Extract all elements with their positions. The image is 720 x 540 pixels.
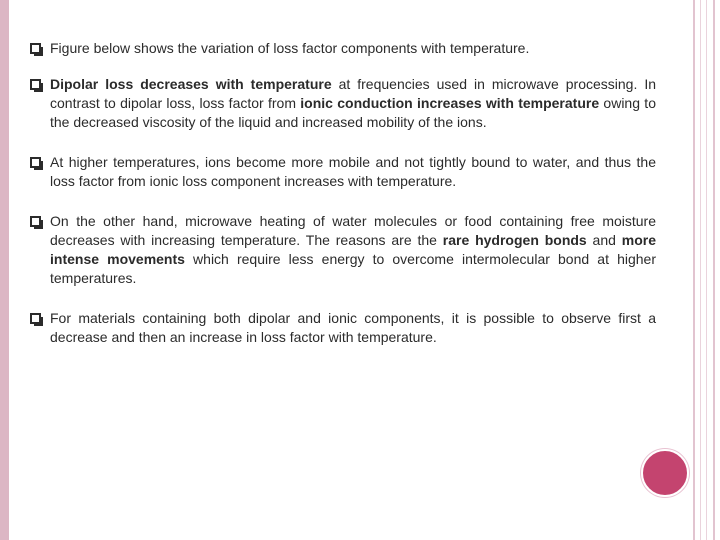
- circle-decoration: [641, 449, 689, 497]
- bullet-item: [30, 39, 656, 58]
- bullet-item: [30, 153, 656, 191]
- right-border-line: [706, 0, 707, 540]
- bullet-text: Figure below shows the variation of loss factor components with temperature.: [50, 40, 530, 56]
- checkbox-square-icon: [30, 313, 41, 324]
- right-border-line: [693, 0, 695, 540]
- right-border-line: [700, 0, 701, 540]
- bullet-item: [30, 75, 656, 132]
- bullet-text: For materials containing both dipolar and ionic components, it is possible to observe first a decrease and then an increase in loss factor with temperature.: [50, 310, 656, 345]
- right-border-line: [713, 0, 715, 540]
- checkbox-square-icon: [30, 79, 41, 90]
- left-border-decoration: [0, 0, 9, 540]
- checkbox-square-icon: [30, 157, 41, 168]
- bullet-text: At higher temperatures, ions become more mobile and not tightly bound to water, and thus the loss factor from ionic loss component increases with temperature.: [50, 154, 656, 189]
- checkbox-square-icon: [30, 216, 41, 227]
- bullet-item: [30, 212, 656, 288]
- bullet-item: [30, 309, 656, 347]
- bullet-text: Dipolar loss decreases with temperature at frequencies used in microwave processing. In contrast to dipolar loss, loss factor from ionic conduction increases with temperature owing to the decreased viscosity of the liquid and increased mobility of the ions.: [50, 76, 656, 130]
- bullet-text: On the other hand, microwave heating of water molecules or food containing free moisture decreases with increasing temperature. The reasons are the rare hydrogen bonds and more intense movements which require less energy to overcome intermolecular bond at higher temperatures.: [50, 213, 656, 286]
- checkbox-square-icon: [30, 43, 41, 54]
- slide-content: [30, 39, 656, 368]
